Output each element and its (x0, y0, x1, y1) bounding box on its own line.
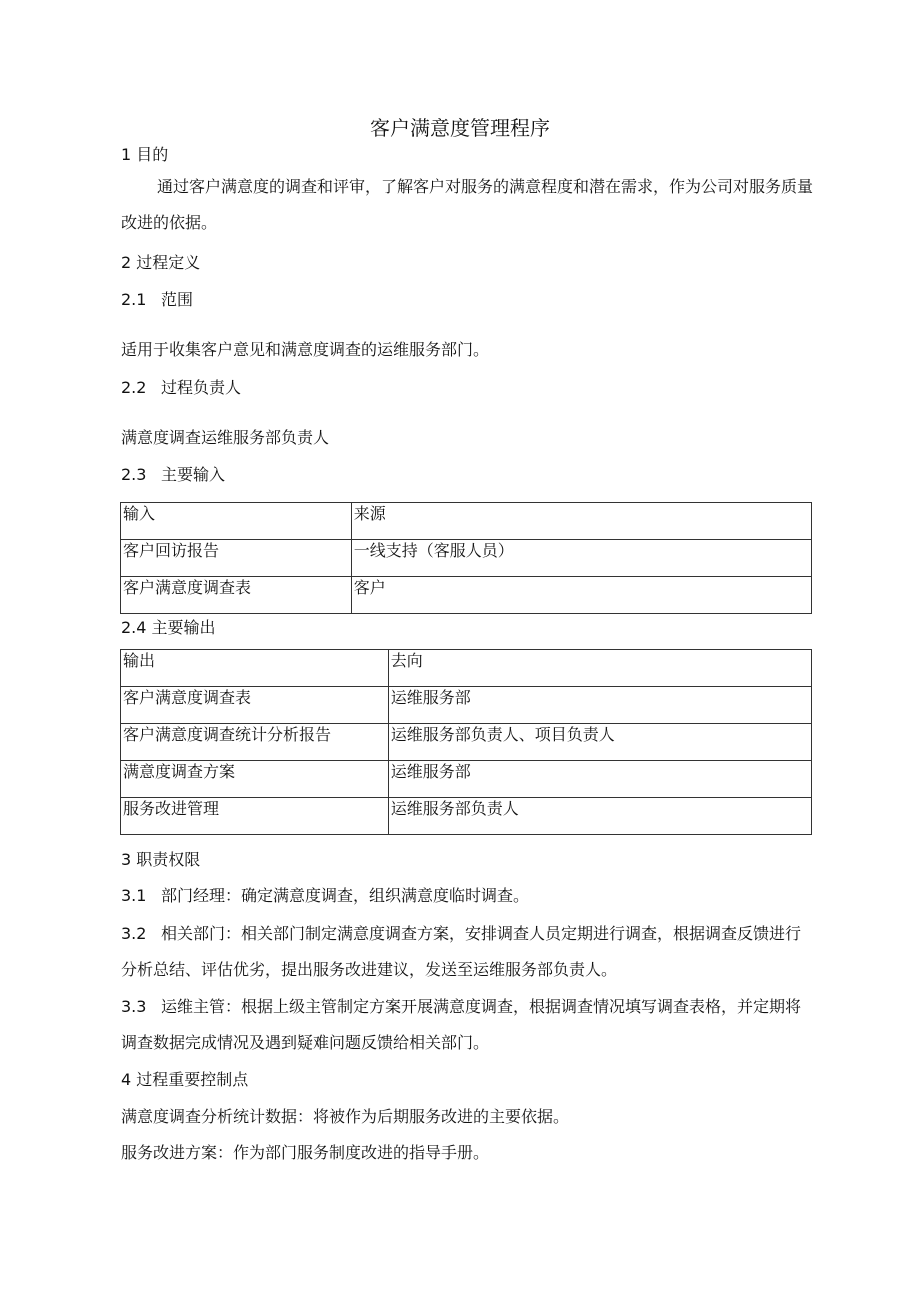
table-cell: 一线支持（客服人员） (351, 540, 811, 577)
table-cell: 客户满意度调查统计分析报告 (121, 724, 389, 761)
section-2-2-number: 2.2 (121, 378, 147, 397)
section-2-1-body: 适用于收集客户意见和满意度调查的运维服务部门。 (121, 340, 490, 359)
section-3-1-number: 3.1 (121, 886, 147, 905)
table-row (121, 687, 812, 724)
section-2-heading: 2 过程定义 (121, 253, 201, 272)
table-header-cell: 输出 (121, 650, 389, 687)
section-2-3-label: 主要输入 (161, 465, 226, 484)
table-cell: 运维服务部 (388, 761, 811, 798)
table-row (121, 798, 812, 835)
section-3-2-number: 3.2 (121, 924, 147, 943)
section-2-3-number: 2.3 (121, 465, 147, 484)
table-header-cell: 输入 (121, 503, 352, 540)
table-cell: 客户满意度调查表 (121, 577, 352, 614)
section-1-body: 通过客户满意度的调查和评审，了解客户对服务的满意程度和潜在需求，作为公司对服务质量改进的依据。 (121, 177, 814, 232)
table-row (121, 540, 812, 577)
table-cell: 满意度调查方案 (121, 761, 389, 798)
table-cell: 运维服务部 (388, 687, 811, 724)
section-2-4-heading: 2.4 主要输出 (121, 618, 216, 637)
section-3-1-text: 部门经理：确定满意度调查，组织满意度临时调查。 (161, 886, 530, 905)
table-row (121, 724, 812, 761)
section-2-2-body: 满意度调查运维服务部负责人 (121, 428, 330, 447)
table-row (121, 503, 812, 540)
section-2-1-heading (121, 290, 193, 310)
table-cell: 客户满意度调查表 (121, 687, 389, 724)
section-4-line-1: 满意度调查分析统计数据：将被作为后期服务改进的主要依据。 (121, 1107, 570, 1126)
document-title: 客户满意度管理程序 (370, 116, 550, 140)
section-2-2-heading (121, 378, 241, 398)
table-header-cell: 来源 (351, 503, 811, 540)
table-cell: 客户回访报告 (121, 540, 352, 577)
section-3-2-item (121, 916, 813, 988)
table-cell: 服务改进管理 (121, 798, 389, 835)
table-row (121, 650, 812, 687)
table-cell: 客户 (351, 577, 811, 614)
section-3-3-item (121, 989, 813, 1061)
output-table (120, 649, 812, 835)
table-row (121, 761, 812, 798)
section-3-1-item (121, 878, 813, 914)
section-4-line-2: 服务改进方案：作为部门服务制度改进的指导手册。 (121, 1143, 490, 1162)
section-3-3-number: 3.3 (121, 997, 147, 1016)
section-2-1-label: 范围 (161, 290, 194, 309)
section-4-heading: 4 过程重要控制点 (121, 1070, 249, 1089)
section-3-2-text: 相关部门：相关部门制定满意度调查方案，安排调查人员定期进行调查，根据调查反馈进行分析总结、评估优劣，提出服务改进建议，发送至运维服务部负责人。 (121, 924, 802, 979)
section-2-1-number: 2.1 (121, 290, 147, 309)
section-2-3-heading (121, 465, 225, 485)
section-1-heading: 1 目的 (121, 145, 169, 164)
table-row (121, 577, 812, 614)
table-header-cell: 去向 (388, 650, 811, 687)
table-cell: 运维服务部负责人 (388, 798, 811, 835)
section-2-2-label: 过程负责人 (161, 378, 242, 397)
section-3-heading: 3 职责权限 (121, 850, 201, 869)
section-3-3-text: 运维主管：根据上级主管制定方案开展满意度调查，根据调查情况填写调查表格，并定期将调查数据完成情况及遇到疑难问题反馈给相关部门。 (121, 997, 802, 1052)
input-table (120, 502, 812, 614)
table-cell: 运维服务部负责人、项目负责人 (388, 724, 811, 761)
